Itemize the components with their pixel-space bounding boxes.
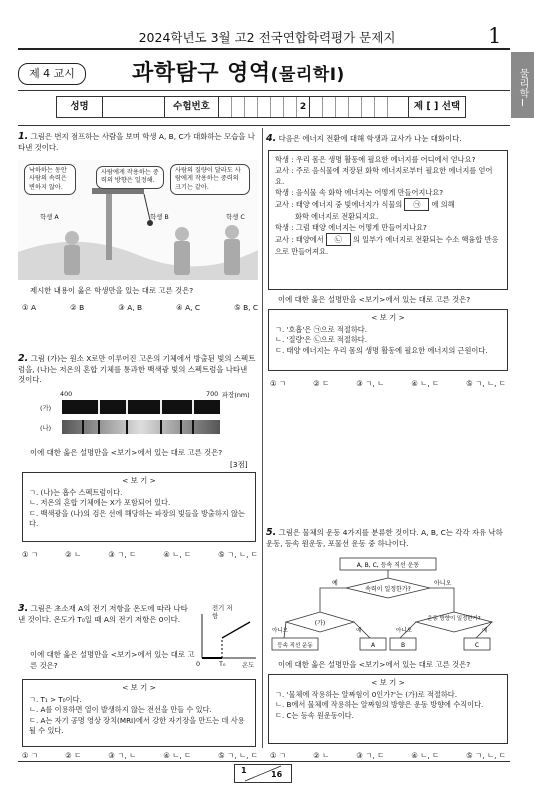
column-divider xyxy=(262,128,263,748)
question-prompt: 이에 대한 옳은 설명만을 <보기>에서 있는 대로 고른 것은? xyxy=(278,295,471,304)
choice-1[interactable]: ① ㄱ xyxy=(270,379,287,388)
flow-no3-label: 아니오 xyxy=(396,628,412,634)
flow-yes3-label: 예 xyxy=(482,628,488,634)
bogi-box xyxy=(22,679,256,747)
dialog-line: 학생 : 음식물 속 화학 에너지는 어떻게 만들어지나요? xyxy=(275,188,444,197)
choice-5[interactable]: ⑤ B, C xyxy=(234,303,258,312)
bogi-box xyxy=(268,674,508,744)
choice-2[interactable]: ② ㄷ xyxy=(65,751,82,760)
emission-line xyxy=(98,400,100,414)
question-prompt: 제시한 내용이 옳은 학생만을 있는 대로 고른 것은? xyxy=(30,286,194,295)
axis-unit: 파장(nm) xyxy=(222,391,250,399)
bogi-title: < 보 기 > xyxy=(371,678,405,687)
axis-start: 400 xyxy=(60,390,73,398)
question-prompt: 이에 대한 옳은 설명만을 <보기>에서 있는 대로 고른 것은? xyxy=(30,448,223,457)
choice-3[interactable]: ③ ㄱ, ㄷ xyxy=(356,751,385,760)
question-5 xyxy=(266,528,506,549)
bogi-item: ㄷ. 태양 에너지는 우리 몸의 생명 활동에 필요한 에너지의 근원이다. xyxy=(275,345,488,355)
choice-label: 제 [ ] 선택 xyxy=(413,101,461,112)
exam-title: 2024학년도 3월 고2 전국연합학력평가 문제지 xyxy=(138,30,396,45)
choice-2[interactable]: ② ㄴ xyxy=(65,550,82,559)
question-number: 5. xyxy=(266,527,277,538)
flow-no-label: 아니오 xyxy=(434,580,452,587)
choice-1[interactable]: ① ㄱ xyxy=(22,751,39,760)
absorption-line xyxy=(82,420,84,434)
graph-t-label: T₀ xyxy=(219,660,226,668)
footer-rule xyxy=(18,761,510,762)
exam-digit-box[interactable] xyxy=(284,97,297,117)
question-prompt: 이에 대한 옳은 설명만을 <보기>에서 있는 대로 고른 것은? xyxy=(278,660,471,669)
label-student-c: 학생 C xyxy=(226,213,245,221)
bogi-item: ㄴ. A를 이용하면 열이 발생하지 않는 전선을 만들 수 있다. xyxy=(29,705,212,714)
name-label: 성명 xyxy=(57,97,103,117)
question-1 xyxy=(18,132,256,153)
choice-4[interactable]: ④ ㄴ, ㄷ xyxy=(163,550,192,559)
flow-q1-text: 속력이 일정한가? xyxy=(365,586,411,593)
student-b-body xyxy=(174,241,190,275)
bogi-box xyxy=(268,309,508,371)
choice-4[interactable]: ④ A, C xyxy=(176,303,201,312)
student-c-figure xyxy=(225,225,239,239)
page-counter xyxy=(234,764,292,783)
exam-digit-box[interactable] xyxy=(336,97,349,117)
flow-diamond-3 xyxy=(416,612,492,632)
absorption-line xyxy=(192,420,194,434)
student-info-bar xyxy=(56,96,466,118)
content-top-rule xyxy=(18,125,510,126)
question-number: 4. xyxy=(266,133,277,144)
choice-5[interactable]: ⑤ ㄱ, ㄴ, ㄷ xyxy=(466,751,506,760)
dialog-text: 에 의해 xyxy=(431,200,455,209)
speech-bubble-a: 낙하하는 동안 사람의 속력은 변하지 않아. xyxy=(24,164,76,195)
bogi-item: ㄱ. (나)는 흡수 스펙트럼이다. xyxy=(29,487,123,497)
bogi-item: ㄱ. '호흡'은 ㉠으로 적절하다. xyxy=(275,324,367,334)
exam-digit-box[interactable] xyxy=(375,97,388,117)
question-2 xyxy=(18,354,256,386)
bogi-item: ㄴ. B에서 물체에 작용하는 알짜힘의 방향은 운동 방향에 수직이다. xyxy=(275,700,484,709)
answer-choices xyxy=(22,750,258,761)
bogi-item: ㄴ. '질량'은 ㉡으로 적절하다. xyxy=(275,335,367,344)
subtitle-rule xyxy=(18,90,510,91)
choice-3[interactable]: ③ ㄱ, ㄴ xyxy=(356,379,385,388)
choice-1[interactable]: ① ㄱ xyxy=(22,550,39,559)
resistance-line xyxy=(222,622,250,638)
emission-line xyxy=(192,400,194,414)
answer-choices xyxy=(270,378,506,389)
answer-choices xyxy=(270,750,506,761)
emission-line xyxy=(160,400,162,414)
choice-5[interactable]: ⑤ ㄱ, ㄴ, ㄷ xyxy=(218,751,258,760)
flow-yes-label: 예 xyxy=(332,580,338,587)
dialog-text: 교사 : 태양에서 xyxy=(275,235,324,244)
row-label-b: (나) xyxy=(40,424,52,432)
speech-bubble-b: 사람에게 작용하는 중력의 방향은 일정해. xyxy=(96,166,164,189)
bogi-title: < 보 기 > xyxy=(122,683,156,692)
exam-digit-box[interactable] xyxy=(245,97,258,117)
subject-sub: (물리학Ⅰ) xyxy=(270,65,345,85)
flow-out2-text: A xyxy=(370,642,376,649)
absorption-line xyxy=(160,420,162,434)
choice-4[interactable]: ④ ㄴ, ㄷ xyxy=(163,751,192,760)
exam-digit-box[interactable] xyxy=(362,97,375,117)
bogi-item: ㄷ. A는 자기 공명 영상 장치(MRI)에서 강한 자기장을 만드는 데 사용될 수 있다. xyxy=(29,715,245,735)
bogi-item: ㄱ. '물체에 작용하는 알짜힘이 0인가?'는 (가)로 적절하다. xyxy=(275,689,458,699)
absorption-spectrum xyxy=(62,420,220,434)
subject-side-tab: 물리학Ⅰ xyxy=(511,52,534,118)
dialog-text: 의 일부가 에너지로 전환되는 수소 핵융합 반응으로 만들어져요. xyxy=(275,235,499,256)
subject-title xyxy=(132,56,345,87)
exam-digit-box[interactable] xyxy=(258,97,271,117)
choice-5[interactable]: ⑤ ㄱ, ㄴ, ㄷ xyxy=(218,550,258,559)
graph-xlabel: 온도 xyxy=(242,661,255,669)
dialog-line: 교사 : 주로 음식물에 저장된 화학 에너지로부터 필요한 에너지를 얻어요. xyxy=(275,166,493,186)
answer-choices xyxy=(22,549,258,560)
flow-top-text: A, B, C, 등속 직선 운동 xyxy=(356,562,420,569)
flow-q2-text: 운동 방향이 일정한가? xyxy=(427,616,481,622)
question-number: 1. xyxy=(18,131,29,142)
question-stem: 그림 (가)는 원소 X로만 이루어진 고온의 기체에서 방출된 빛의 스펙트럼을, (나)는 저온의 혼합 기체를 통과한 백색광 빛의 스펙트럼을 나타낸 것이다. xyxy=(18,354,256,384)
exam-digit-box[interactable] xyxy=(219,97,232,117)
absorption-line xyxy=(126,420,128,434)
blank-1: ㉠ xyxy=(404,198,429,211)
choice-1[interactable]: ① ㄱ xyxy=(270,751,287,760)
question-stem: 그림은 물체의 운동 4가지를 분류한 것이다. A, B, C는 각각 자유 낙하 운동, 등속 원운동, 포물선 운동 중 하나이다. xyxy=(266,528,503,548)
subject-main: 과학탐구 영역 xyxy=(132,61,271,86)
dialog-line: 화학 에너지로 전환되지요. xyxy=(295,212,379,221)
graph-origin: 0 xyxy=(196,660,201,668)
bogi-item: ㄷ. C는 등속 원운동이다. xyxy=(275,710,354,720)
page-number: 1 xyxy=(488,24,502,48)
axis-end: 700 xyxy=(206,390,219,398)
exam-digit-box[interactable] xyxy=(349,97,362,117)
name-field[interactable] xyxy=(103,97,165,117)
exam-number-boxes[interactable] xyxy=(219,97,409,117)
bogi-title: < 보 기 > xyxy=(122,476,156,485)
choice-4[interactable]: ④ ㄴ, ㄷ xyxy=(411,751,440,760)
question-prompt: 이에 대한 옳은 설명만을 <보기>에서 있는 대로 고른 것은? xyxy=(30,650,195,670)
question-4 xyxy=(266,134,506,145)
point-value: [3점] xyxy=(230,460,248,469)
exam-digit-box[interactable] xyxy=(310,97,323,117)
header-rule xyxy=(18,48,510,50)
dialog-line: 학생 : 그럼 태양 에너지는 어떻게 만들어지나요? xyxy=(275,223,427,232)
flowchart xyxy=(270,556,506,654)
exam-digit-box[interactable] xyxy=(388,97,409,117)
absorption-line xyxy=(98,420,100,434)
exam-digit-fixed: 2 xyxy=(297,97,310,117)
flow-out1-text: 등속 직선 운동 xyxy=(277,643,313,649)
absorption-line xyxy=(180,420,182,434)
blank-2: ㉡ xyxy=(326,233,351,246)
choice-3[interactable]: ③ ㄱ, ㄷ xyxy=(108,550,137,559)
emission-line xyxy=(126,400,128,414)
student-a-figure xyxy=(65,231,79,245)
question-number: 3. xyxy=(18,603,29,614)
exam-number-label: 수험번호 xyxy=(165,97,219,117)
choice-2[interactable]: ② ㄴ xyxy=(313,751,330,760)
flow-no2-label: 아니오 xyxy=(272,628,288,634)
flow-out3-text: B xyxy=(400,642,406,649)
choice-4[interactable]: ④ ㄴ, ㄷ xyxy=(411,379,440,388)
dialog-line xyxy=(275,198,501,211)
exam-digit-box[interactable] xyxy=(271,97,284,117)
answer-choices xyxy=(22,303,258,312)
label-student-b: 학생 B xyxy=(150,213,169,221)
student-c-body xyxy=(224,239,240,275)
flow-arrow xyxy=(320,588,346,612)
speech-bubble-c: 사람의 질량이 달라도 사람에게 작용하는 중력의 크기는 같아. xyxy=(170,164,250,195)
question-3 xyxy=(18,604,194,625)
choice-2[interactable]: ② ㄷ xyxy=(313,379,330,388)
total-pages: 16 xyxy=(271,770,283,779)
flow-out4-text: C xyxy=(474,642,480,649)
row-label-a: (가) xyxy=(40,404,52,412)
platform xyxy=(92,188,144,194)
bogi-item: ㄷ. 백색광을 (나)의 검은 선에 해당하는 파장의 빛들을 방출하지 않는다. xyxy=(29,508,245,528)
flow-yes2-label: 예 xyxy=(356,628,362,634)
question-number: 2. xyxy=(18,353,29,364)
choice-2[interactable]: ② B xyxy=(70,303,85,312)
flow-arrow xyxy=(430,588,454,612)
dialog-line xyxy=(275,233,501,257)
dialog-text: 교사 : 태양 에너지 중 빛에너지가 식물의 xyxy=(275,200,403,209)
choice-1[interactable]: ① A xyxy=(22,303,37,312)
question-stem: 그림은 초소재 A의 전기 저항을 온도에 따라 나타낸 것이다. 온도가 T₀일 때 A의 전기 저항은 0이다. xyxy=(18,604,188,624)
dialog-box xyxy=(268,150,508,290)
emission-spectrum xyxy=(62,400,220,414)
bogi-title: < 보 기 > xyxy=(371,313,405,322)
question-stem: 그림은 번지 점프하는 사람을 보며 학생 A, B, C가 대화하는 모습을 나타낸 것이다. xyxy=(18,132,255,152)
exam-digit-box[interactable] xyxy=(323,97,336,117)
bogi-box xyxy=(22,472,256,542)
dialog-line: 학생 : 우리 몸은 생명 활동에 필요한 에너지를 어디에서 얻나요? xyxy=(275,155,476,164)
label-student-a: 학생 A xyxy=(40,213,59,221)
student-b-figure xyxy=(175,227,189,241)
current-page: 1 xyxy=(241,766,247,775)
student-a-body xyxy=(64,245,80,275)
resistance-graph xyxy=(200,612,258,662)
bogi-item: ㄴ. 저온의 혼합 기체에는 X가 포함되어 있다. xyxy=(29,498,171,507)
question-stem: 다음은 에너지 전환에 대해 학생과 교사가 나눈 대화이다. xyxy=(278,134,462,143)
choice-5[interactable]: ⑤ ㄱ, ㄴ, ㄷ xyxy=(466,379,506,388)
flow-ga-text: (가) xyxy=(314,620,326,627)
choice-3[interactable]: ③ A, B xyxy=(118,303,143,312)
exam-digit-box[interactable] xyxy=(232,97,245,117)
graph-ylabel: 전기 저항 xyxy=(212,604,233,620)
spectrum-figure xyxy=(62,400,220,440)
choice-3[interactable]: ③ ㄱ, ㄴ xyxy=(108,751,137,760)
period-badge: 제 4 교시 xyxy=(18,63,86,85)
tower xyxy=(106,190,112,260)
bogi-item: ㄱ. T₁ > T₀이다. xyxy=(29,694,82,704)
